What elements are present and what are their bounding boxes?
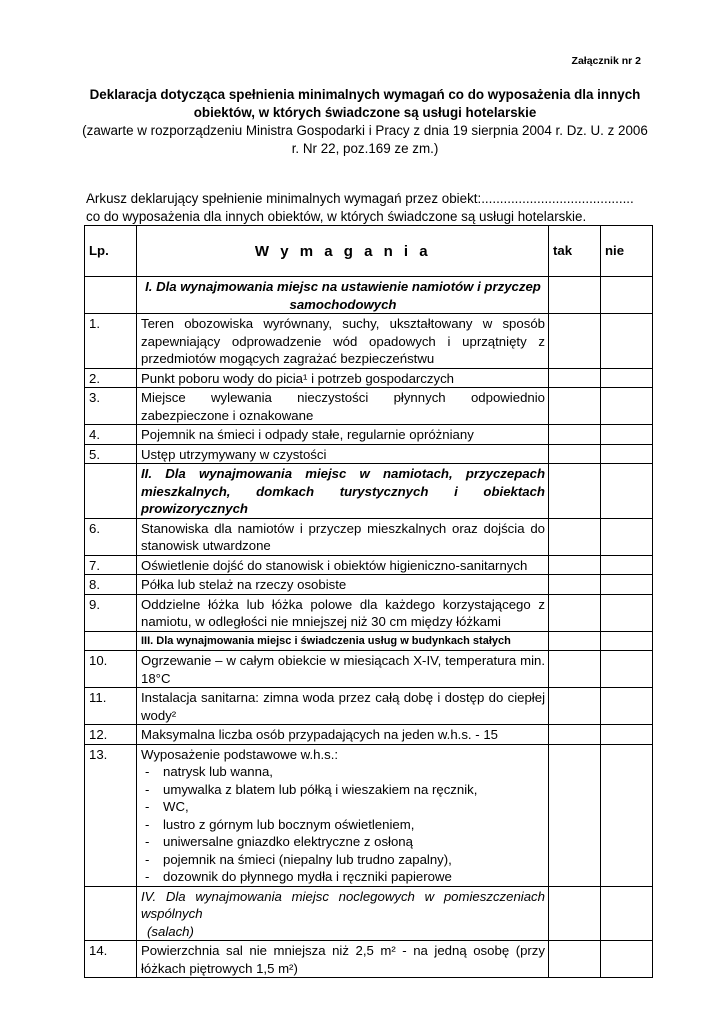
row-number: 12. — [85, 725, 137, 745]
row-text: Ustęp utrzymywany w czystości — [137, 444, 549, 464]
title-main: Deklaracja dotycząca spełnienia minimalnych wymagań co do wyposażenia dla innych obiektów, w których świadczone są usługi hotelarskie — [89, 87, 641, 120]
row-number: 8. — [85, 575, 137, 595]
table-row — [85, 444, 653, 464]
yes-cell[interactable] — [549, 444, 601, 464]
row-text: Ogrzewanie – w całym obiekcie w miesiącach X-IV, temperatura min. 18°C — [137, 651, 549, 688]
intro-text — [86, 190, 646, 226]
list-item: - pojemnik na śmieci (niepalny lub trudno zapalny), — [141, 851, 545, 869]
table-header — [85, 226, 653, 277]
row-text — [137, 744, 549, 886]
yes-cell[interactable] — [549, 388, 601, 425]
table-row — [85, 941, 653, 978]
row-number: 13. — [85, 744, 137, 886]
row-number: 1. — [85, 314, 137, 369]
yes-cell[interactable] — [549, 518, 601, 555]
no-cell[interactable] — [601, 555, 653, 575]
table-row — [85, 688, 653, 725]
row-text: Maksymalna liczba osób przypadających na jeden w.h.s. - 15 — [137, 725, 549, 745]
row-text: Instalacja sanitarna: zimna woda przez całą dobę i dostęp do ciepłej wody² — [137, 688, 549, 725]
row-text: Powierzchnia sal nie mniejsza niż 2,5 m² - na jedną osobę (przy łóżkach piętrowych 1,5 m²) — [137, 941, 549, 978]
header-yes: tak — [549, 226, 601, 277]
row-number: 11. — [85, 688, 137, 725]
row-number: 4. — [85, 425, 137, 445]
table-row — [85, 555, 653, 575]
no-cell[interactable] — [601, 941, 653, 978]
table-row — [85, 725, 653, 745]
table-row — [85, 575, 653, 595]
no-cell[interactable] — [601, 594, 653, 631]
table-row — [85, 388, 653, 425]
yes-cell[interactable] — [549, 555, 601, 575]
section-row — [85, 464, 653, 519]
no-cell[interactable] — [601, 688, 653, 725]
row-text: Oświetlenie dojść do stanowisk i obiektów higieniczno-sanitarnych — [137, 555, 549, 575]
equipment-heading: Wyposażenie podstawowe w.h.s.: — [141, 746, 339, 762]
row-text: Miejsce wylewania nieczystości płynnych odpowiednio zabezpieczone i oznakowane — [137, 388, 549, 425]
section-title-sub: (salach) — [147, 923, 194, 939]
section-title: II. Dla wynajmowania miejsc w namiotach, przyczepach mieszkalnych, domkach turystycznych i obiektach prowizorycznych — [137, 464, 549, 519]
row-number: 2. — [85, 368, 137, 388]
no-cell[interactable] — [601, 425, 653, 445]
row-text: Stanowiska dla namiotów i przyczep mieszkalnych oraz dojścia do stanowisk utwardzone — [137, 518, 549, 555]
section-title: III. Dla wynajmowania miejsc i świadczenia usług w budynkach stałych — [137, 631, 549, 651]
row-number: 5. — [85, 444, 137, 464]
header-lp: Lp. — [85, 226, 137, 277]
list-item: - dozownik do płynnego mydła i ręczniki papierowe — [141, 868, 545, 886]
yes-cell[interactable] — [549, 725, 601, 745]
no-cell[interactable] — [601, 575, 653, 595]
yes-cell[interactable] — [549, 594, 601, 631]
yes-cell[interactable] — [549, 425, 601, 445]
document-title — [80, 86, 650, 158]
row-text: Oddzielne łóżka lub łóżka polowe dla każdego korzystającego z namiotu, w odległości nie mniejszej niż 30 cm między łóżkami — [137, 594, 549, 631]
section-title — [137, 886, 549, 941]
list-item: - uniwersalne gniazdko elektryczne z osłoną — [141, 833, 545, 851]
table-row — [85, 425, 653, 445]
intro-line-2: co do wyposażenia dla innych obiektów, w których świadczone są usługi hotelarskie. — [86, 209, 587, 224]
list-item: - WC, — [141, 798, 545, 816]
section-row — [85, 631, 653, 651]
annex-label: Załącznik nr 2 — [571, 55, 641, 67]
header-requirements: W y m a g a n i a — [137, 226, 549, 277]
yes-cell[interactable] — [549, 941, 601, 978]
yes-cell[interactable] — [549, 575, 601, 595]
row-text: Punkt poboru wody do picia¹ i potrzeb gospodarczych — [137, 368, 549, 388]
table-row — [85, 368, 653, 388]
no-cell[interactable] — [601, 651, 653, 688]
table-row — [85, 744, 653, 886]
row-number: 3. — [85, 388, 137, 425]
row-number: 14. — [85, 941, 137, 978]
section-row — [85, 886, 653, 941]
table-row — [85, 518, 653, 555]
no-cell[interactable] — [601, 388, 653, 425]
row-text: Półka lub stelaż na rzeczy osobiste — [137, 575, 549, 595]
no-cell[interactable] — [601, 314, 653, 369]
no-cell[interactable] — [601, 744, 653, 886]
no-cell[interactable] — [601, 444, 653, 464]
section-title-main: IV. Dla wynajmowania miejsc noclegowych w pomieszczeniach wspólnych — [141, 888, 545, 921]
section-title: I. Dla wynajmowania miejsc na ustawienie namiotów i przyczep samochodowych — [137, 277, 549, 314]
section-row — [85, 277, 653, 314]
list-item: - lustro z górnym lub bocznym oświetleniem, — [141, 816, 545, 834]
table-row — [85, 594, 653, 631]
no-cell[interactable] — [601, 368, 653, 388]
list-item: - umywalka z blatem lub półką i wieszakiem na ręcznik, — [141, 781, 545, 799]
row-number: 9. — [85, 594, 137, 631]
equipment-list — [141, 763, 545, 886]
row-number: 6. — [85, 518, 137, 555]
intro-line-1: Arkusz deklarujący spełnienie minimalnych wymagań przez obiekt:......................................... — [86, 191, 634, 206]
title-legal-basis: (zawarte w rozporządzeniu Ministra Gospodarki i Pracy z dnia 19 sierpnia 2004 r. Dz. U. z 2006 r. Nr 22, poz.169 ze zm.) — [82, 123, 648, 156]
table-row — [85, 651, 653, 688]
row-number: 7. — [85, 555, 137, 575]
yes-cell[interactable] — [549, 688, 601, 725]
yes-cell[interactable] — [549, 314, 601, 369]
yes-cell[interactable] — [549, 368, 601, 388]
table-row — [85, 314, 653, 369]
row-number: 10. — [85, 651, 137, 688]
header-no: nie — [601, 226, 653, 277]
row-text: Pojemnik na śmieci i odpady stałe, regularnie opróżniany — [137, 425, 549, 445]
no-cell[interactable] — [601, 725, 653, 745]
yes-cell[interactable] — [549, 651, 601, 688]
list-item: - natrysk lub wanna, — [141, 763, 545, 781]
requirements-table — [84, 225, 653, 978]
row-text: Teren obozowiska wyrównany, suchy, ukształtowany w sposób zapewniający odprowadzenie wód opadowych i uprzątnięty z przedmiotów mogących zagrażać bezpieczeństwu — [137, 314, 549, 369]
no-cell[interactable] — [601, 518, 653, 555]
yes-cell[interactable] — [549, 744, 601, 886]
